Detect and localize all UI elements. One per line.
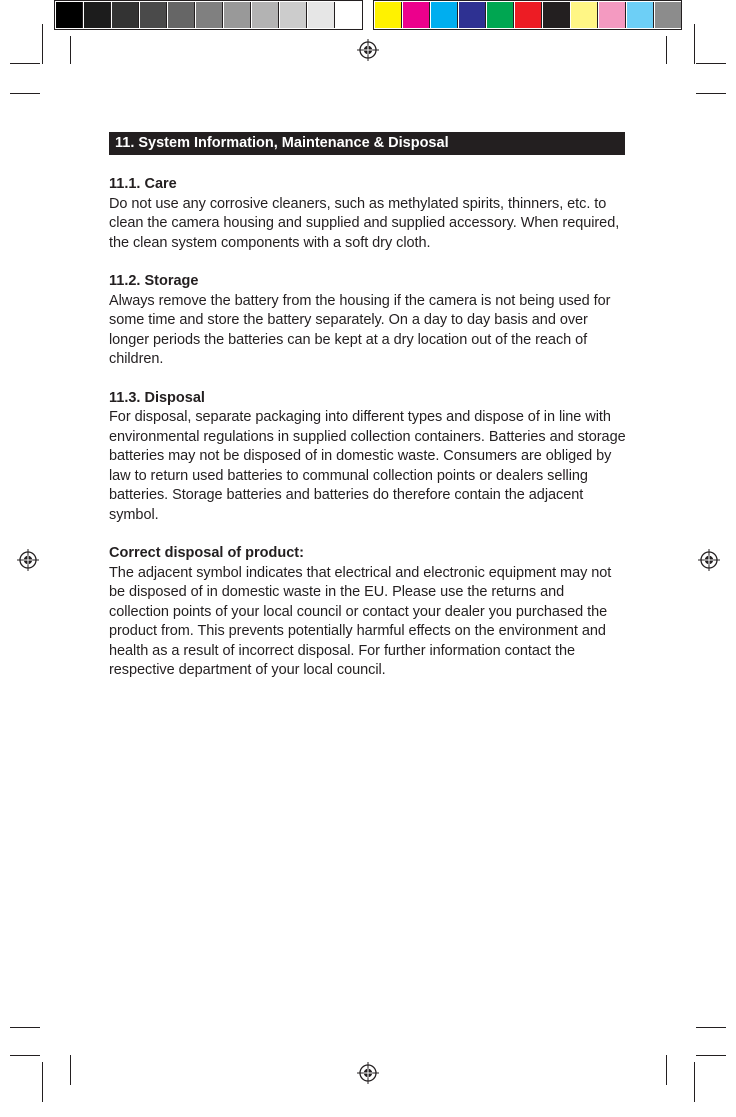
color-swatch <box>459 2 486 28</box>
color-swatch <box>599 2 626 28</box>
section-storage <box>109 272 627 370</box>
registration-mark-icon <box>697 548 721 572</box>
print-color-bar <box>54 0 682 30</box>
crop-mark <box>696 63 726 64</box>
section-body: The adjacent symbol indicates that electrical and electronic equipment may not be disposed of in domestic waste in the EU. Please use the returns and collection points of your local council or contact your dealer you purchased the product from. This prevents potentially harmful effects on the environment and health as a result of incorrect disposal. For further information contact the respective department of your local council. <box>109 564 612 678</box>
section-correct-disposal <box>109 544 627 681</box>
crop-mark <box>70 1055 71 1085</box>
section-body: For disposal, separate packaging into different types and dispose of in line with environmental regulations in supplied collection containers. Batteries and storage batteries may not be disposed of in domestic waste. Consumers are obliged by law to return used batteries to communal collection points or dealers selling batteries. Storage batteries and batteries do therefore contain the adjacent symbol. <box>109 409 626 523</box>
grayscale-swatches <box>54 0 363 30</box>
crop-mark <box>42 1062 43 1102</box>
crop-mark <box>10 63 40 64</box>
color-swatch <box>403 2 430 28</box>
color-swatch <box>196 2 223 28</box>
crop-mark <box>694 24 695 64</box>
crop-mark <box>10 1055 40 1056</box>
crop-mark <box>696 93 726 94</box>
crop-mark <box>70 36 71 64</box>
color-swatch <box>112 2 139 28</box>
section-heading: 11.3. Disposal <box>109 389 205 406</box>
color-swatch <box>375 2 402 28</box>
color-swatches <box>373 0 682 30</box>
crop-mark <box>694 1062 695 1102</box>
crop-mark <box>666 36 667 64</box>
section-heading: Correct disposal of product: <box>109 545 304 561</box>
section-heading: 11.2. Storage <box>109 273 199 289</box>
section-heading: 11.1. Care <box>109 176 177 192</box>
section-body: Do not use any corrosive cleaners, such as methylated spirits, thinners, etc. to clean the camera housing and supplied and supplied accessory. When required, the clean system components with a soft dry cloth. <box>109 195 620 251</box>
color-swatch <box>515 2 542 28</box>
crop-mark <box>666 1055 667 1085</box>
registration-mark-icon <box>356 38 380 62</box>
color-swatch <box>84 2 111 28</box>
crop-mark <box>42 24 43 64</box>
color-swatch <box>431 2 458 28</box>
color-swatch <box>487 2 514 28</box>
color-swatch <box>56 2 83 28</box>
color-swatch <box>627 2 654 28</box>
color-swatch <box>224 2 251 28</box>
color-swatch <box>308 2 335 28</box>
crop-mark <box>10 1027 40 1028</box>
crop-mark <box>696 1027 726 1028</box>
section-care <box>109 175 627 253</box>
crop-mark <box>10 93 40 94</box>
registration-mark-icon <box>16 548 40 572</box>
color-swatch <box>168 2 195 28</box>
section-body: Always remove the battery from the housing if the camera is not being used for some time and store the battery separately. On a day to day basis and over longer periods the batteries can be kept at a dry location out of the reach of children. <box>109 292 611 367</box>
section-disposal <box>109 389 627 526</box>
color-swatch <box>571 2 598 28</box>
color-swatch <box>140 2 167 28</box>
color-swatch <box>252 2 279 28</box>
page-content <box>109 132 627 700</box>
crop-mark <box>696 1055 726 1056</box>
page-title: 11. System Information, Maintenance & Disposal <box>109 132 625 155</box>
color-swatch <box>655 2 681 28</box>
registration-mark-icon <box>356 1061 380 1085</box>
color-swatch <box>280 2 307 28</box>
color-swatch <box>543 2 570 28</box>
color-swatch <box>336 2 362 28</box>
